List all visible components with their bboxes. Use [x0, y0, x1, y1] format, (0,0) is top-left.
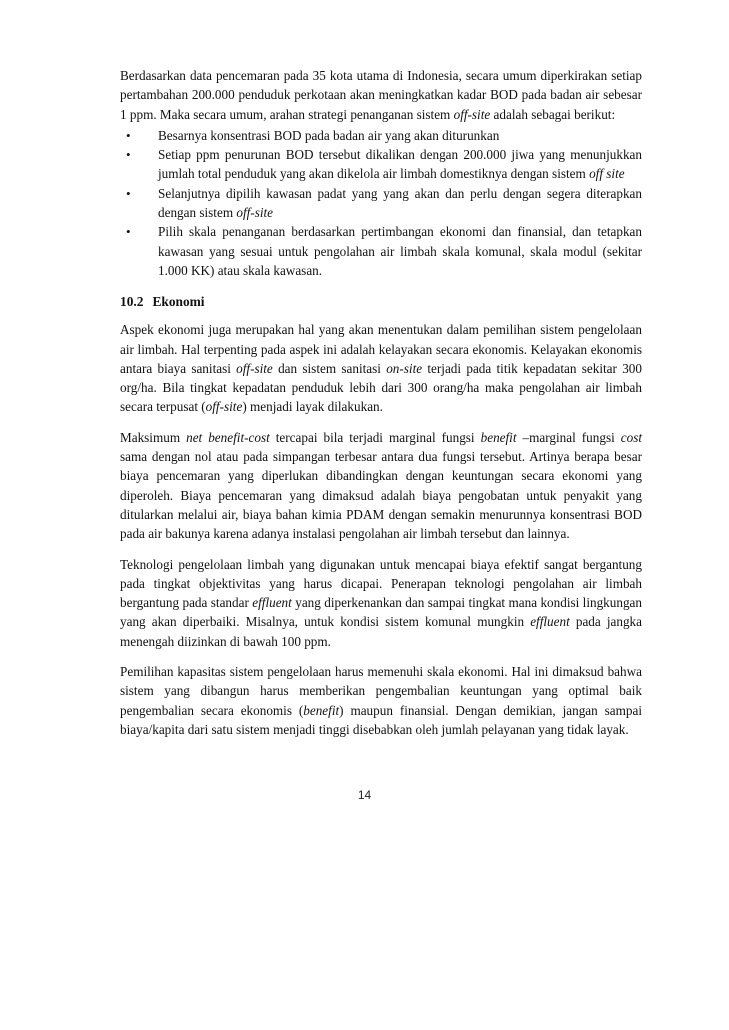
paragraph-emphasis: on-site — [386, 360, 423, 376]
intro-paragraph — [120, 66, 642, 124]
paragraph-text: –marginal fungsi — [516, 429, 621, 445]
bullet-item — [120, 126, 642, 145]
paragraph-text: sama dengan nol atau pada simpangan terbesar antara dua fungsi tersebut. Artinya berapa besar biaya pencemaran yang diperlukan dibandingkan dengan keuntungan secara ekonomi yang diperoleh. Biaya pencemaran yang dimaksud adalah biaya pengobatan untuk penyakit yang ditularkan melalui air, biaya bahan kimia PDAM dengan semakin menurunnya konsentrasi BOD pada air bakunya karena adanya instalasi pengolahan air limbah tersebut dan lainnya. — [120, 449, 642, 542]
paragraph-emphasis: benefit — [480, 429, 517, 445]
paragraph-text: terjadi pada titik kepadatan sekitar 300 org/ha. Bila tingkat kepadatan penduduk lebih dari 300 orang/ha maka pengolahan air limbah secara terpusat ( — [120, 360, 642, 415]
paragraph-text: dan sistem sanitasi — [272, 360, 387, 376]
bullet-emphasis: off-site — [236, 205, 274, 221]
paragraph-emphasis: benefit — [303, 702, 340, 718]
section-number: 10.2 — [120, 294, 144, 310]
paragraph-emphasis: effluent — [530, 614, 570, 630]
paragraph-emphasis: off-site — [205, 399, 243, 415]
bullet-icon: • — [126, 147, 131, 163]
bullet-text: Pilih skala penanganan berdasarkan pertimbangan ekonomi dan finansial, dan tetapkan kawasan yang sesuai untuk pengolahan air limbah skala komunal, skala modul (sekitar 1.000 KK) atau skala kawasan. — [158, 224, 642, 278]
paragraph-text: pada jangka menengah diizinkan di bawah 100 ppm. — [120, 614, 642, 649]
paragraph-capacity — [120, 662, 642, 739]
paragraph-technology — [120, 555, 642, 651]
section-heading — [120, 292, 642, 311]
paragraph-net-benefit — [120, 428, 642, 544]
strategy-bullet-list — [120, 126, 642, 280]
paragraph-economic-feasibility — [120, 320, 642, 416]
paragraph-emphasis: net benefit-cost — [186, 429, 270, 445]
paragraph-emphasis: cost — [620, 429, 642, 445]
bullet-text: Selanjutnya dipilih kawasan padat yang yang akan dan perlu dengan segera diterapkan dengan sistem — [158, 185, 642, 221]
bullet-emphasis: off site — [589, 166, 625, 182]
bullet-item — [120, 184, 642, 223]
bullet-text: Besarnya konsentrasi BOD pada badan air yang akan diturunkan — [158, 127, 500, 143]
paragraph-text: Aspek ekonomi juga merupakan hal yang akan menentukan dalam pemilihan sistem pengelolaan air limbah. Hal terpenting pada aspek ini adalah kelayakan secara ekonomis. Kelayakan ekonomis antara biaya sanitasi — [120, 322, 642, 376]
bullet-icon: • — [126, 185, 131, 201]
bullet-item — [120, 145, 642, 184]
intro-emphasis: off-site — [453, 106, 491, 122]
paragraph-emphasis: off-site — [236, 360, 273, 376]
paragraph-text: ) maupun finansial. Dengan demikian, jangan sampai biaya/kapita dari satu sistem menjadi tinggi disebabkan oleh jumlah pelayanan yang tidak layak. — [120, 702, 642, 737]
bullet-icon: • — [126, 224, 131, 240]
intro-text-end: adalah sebagai berikut: — [490, 106, 616, 122]
bullet-icon: • — [126, 127, 131, 143]
intro-text: Berdasarkan data pencemaran pada 35 kota utama di Indonesia, secara umum diperkirakan setiap pertambahan 200.000 penduduk perkotaan akan meningkatkan kadar BOD pada badan air sebesar 1 ppm. Maka secara umum, arahan strategi penanganan sistem — [120, 68, 642, 122]
page-body — [120, 66, 642, 750]
page-number: 14 — [357, 788, 372, 802]
paragraph-text: tercapai bila terjadi marginal fungsi — [269, 429, 481, 445]
bullet-item — [120, 222, 642, 280]
paragraph-emphasis: effluent — [252, 595, 292, 611]
bullet-text: Setiap ppm penurunan BOD tersebut dikalikan dengan 200.000 jiwa yang menunjukkan jumlah total penduduk yang akan dikelola air limbah domestiknya dengan sistem — [158, 147, 642, 182]
paragraph-text: Pemilihan kapasitas sistem pengelolaan harus memenuhi skala ekonomi. Hal ini dimaksud bahwa sistem yang dibangun harus memberikan pengembalian keuntungan yang optimal baik pengembalian secara ekonomis ( — [120, 664, 642, 718]
paragraph-text: yang diperkenankan dan sampai tingkat mana kondisi lingkungan yang akan diperbaiki. Misalnya, untuk kondisi sistem komunal mungkin — [120, 595, 643, 630]
paragraph-text: Teknologi pengelolaan limbah yang digunakan untuk mencapai biaya efektif sangat bergantung pada tingkat objektivitas yang harus dicapai. Penerapan teknologi pengolahan air limbah bergantung pada standar — [120, 556, 642, 611]
paragraph-text: ) menjadi layak dilakukan. — [242, 399, 383, 415]
paragraph-text: Maksimum — [120, 429, 187, 445]
section-title: Ekonomi — [152, 294, 205, 310]
